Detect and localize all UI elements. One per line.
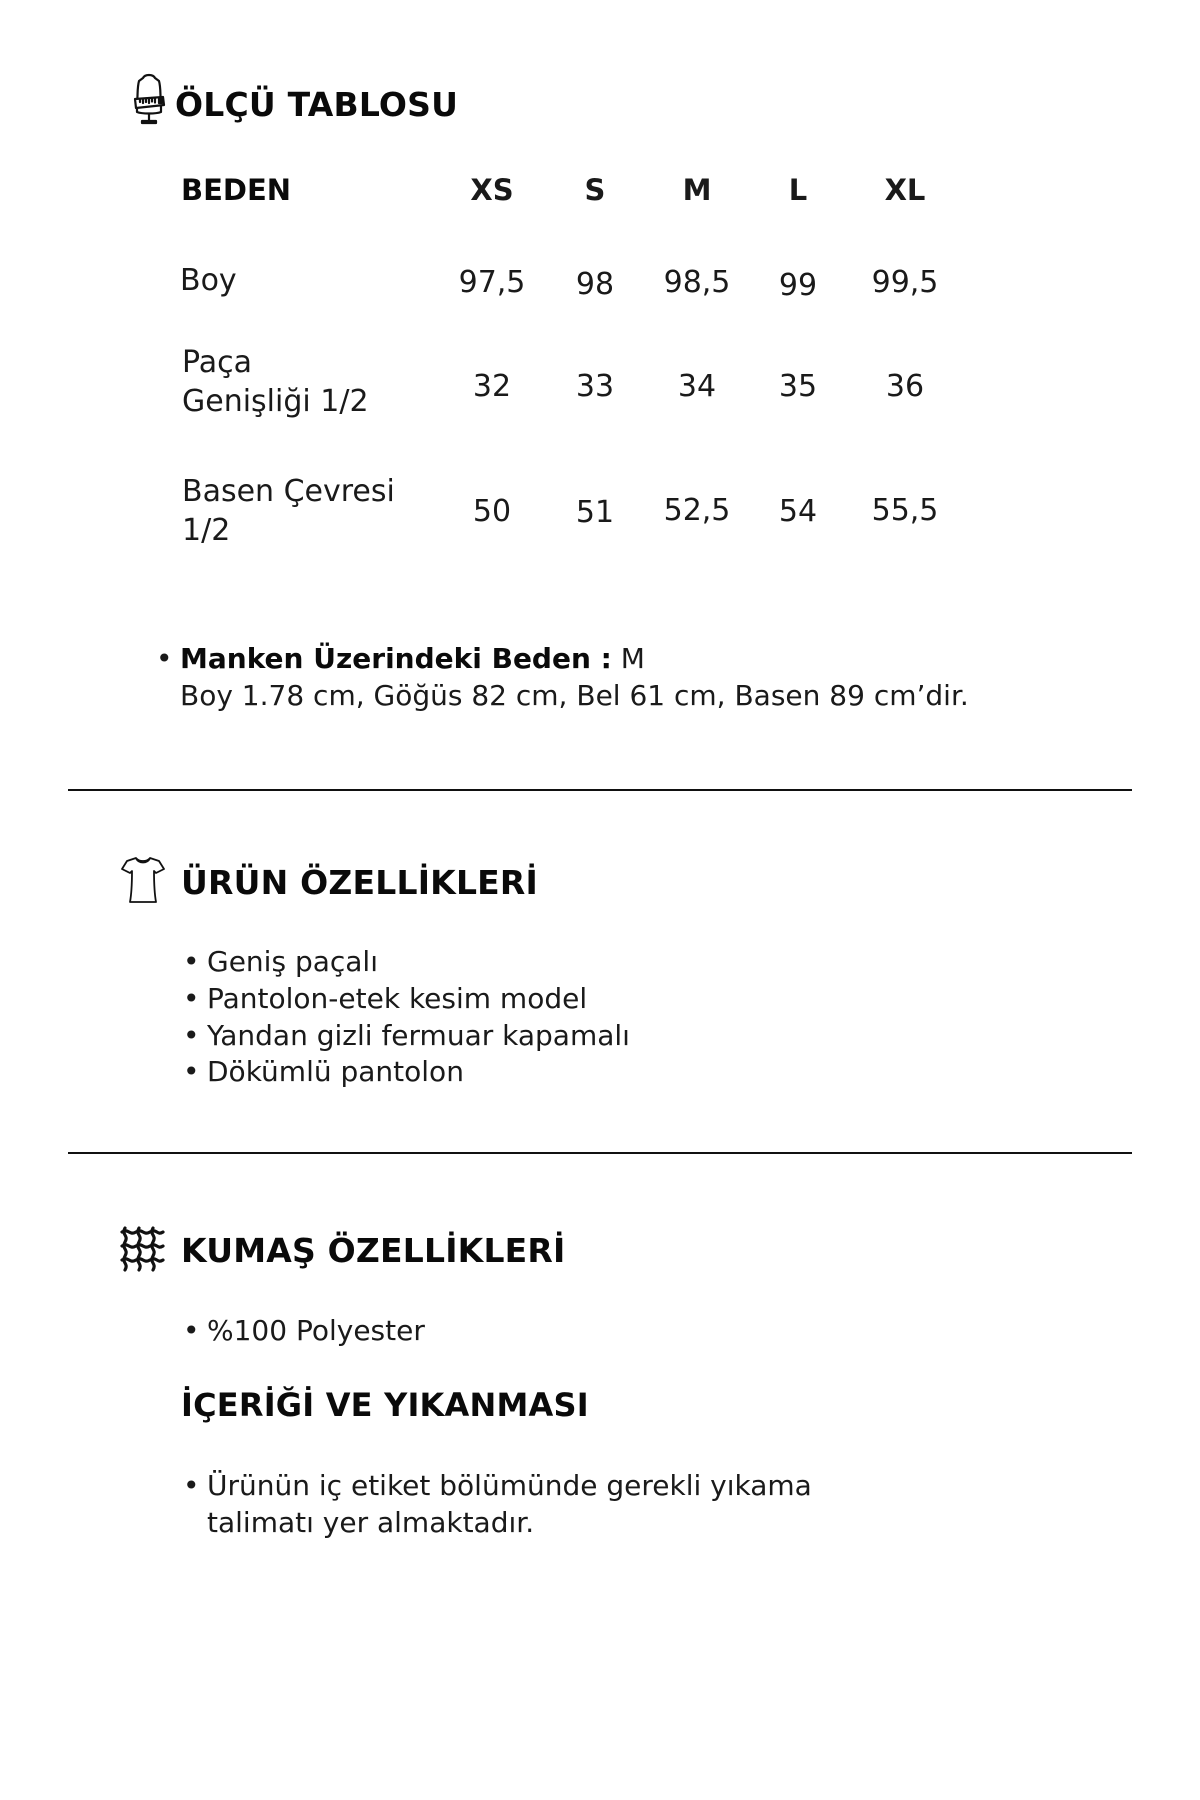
section-divider bbox=[68, 1152, 1132, 1154]
bullet: • bbox=[183, 1469, 200, 1502]
model-size-label: Manken Üzerindeki Beden : bbox=[180, 642, 612, 675]
list-item: • Ürünün iç etiket bölümünde gerekli yıkama bbox=[183, 1469, 812, 1502]
cell-value: 51 bbox=[575, 495, 615, 530]
row-label-boy: Boy bbox=[180, 263, 237, 298]
cell-value: 98 bbox=[575, 267, 615, 302]
cell-value: 98,5 bbox=[663, 265, 731, 300]
cell-value: 33 bbox=[575, 369, 615, 404]
bullet: • bbox=[183, 945, 200, 978]
cell-value: 36 bbox=[885, 369, 925, 404]
row-label-basen-line1: Basen Çevresi bbox=[182, 474, 395, 509]
model-info-line1 bbox=[156, 640, 645, 677]
cell-value: 52,5 bbox=[663, 493, 731, 528]
row-label-basen-line2: 1/2 bbox=[182, 513, 231, 548]
size-header-l: L bbox=[788, 173, 808, 207]
cell-value: 50 bbox=[472, 494, 512, 529]
cell-value: 55,5 bbox=[871, 493, 939, 528]
section-divider bbox=[68, 789, 1132, 791]
cell-value: 32 bbox=[472, 369, 512, 404]
cell-value: 97,5 bbox=[458, 265, 526, 300]
list-item: • %100 Polyester bbox=[183, 1314, 425, 1347]
size-header-label: BEDEN bbox=[181, 173, 292, 207]
cell-value: 99,5 bbox=[871, 265, 939, 300]
bullet: • bbox=[156, 642, 173, 675]
bullet: • bbox=[183, 1019, 200, 1052]
row-label-paca-line2: Genişliği 1/2 bbox=[182, 384, 369, 419]
list-item: • Yandan gizli fermuar kapamalı bbox=[183, 1019, 630, 1052]
cell-value: 34 bbox=[677, 369, 717, 404]
cell-value: 99 bbox=[778, 268, 818, 303]
care-title: İÇERİĞİ VE YIKANMASI bbox=[181, 1386, 589, 1424]
list-item: • Geniş paçalı bbox=[183, 945, 378, 978]
fabric-weave-icon bbox=[117, 1224, 167, 1274]
fabric-features-title: KUMAŞ ÖZELLİKLERİ bbox=[181, 1231, 566, 1270]
product-features-title: ÜRÜN ÖZELLİKLERİ bbox=[181, 863, 538, 902]
mannequin-tape-icon bbox=[132, 72, 166, 126]
list-item: • Pantolon-etek kesim model bbox=[183, 982, 588, 1015]
size-header-xs: XS bbox=[470, 173, 514, 207]
list-item-continuation: talimatı yer almaktadır. bbox=[207, 1506, 535, 1539]
list-item: • Dökümlü pantolon bbox=[183, 1055, 464, 1088]
row-label-paca-line1: Paça bbox=[182, 345, 253, 380]
bullet: • bbox=[183, 1314, 200, 1347]
size-chart-title: ÖLÇÜ TABLOSU bbox=[175, 85, 459, 124]
model-measurements: Boy 1.78 cm, Göğüs 82 cm, Bel 61 cm, Basen 89 cm’dir. bbox=[180, 679, 969, 712]
tshirt-icon bbox=[121, 856, 165, 904]
cell-value: 35 bbox=[778, 369, 818, 404]
model-size-value: M bbox=[620, 642, 645, 675]
bullet: • bbox=[183, 1055, 200, 1088]
cell-value: 54 bbox=[778, 494, 818, 529]
size-header-m: M bbox=[682, 173, 712, 207]
size-header-xl: XL bbox=[884, 173, 926, 207]
size-header-s: S bbox=[584, 173, 606, 207]
bullet: • bbox=[183, 982, 200, 1015]
